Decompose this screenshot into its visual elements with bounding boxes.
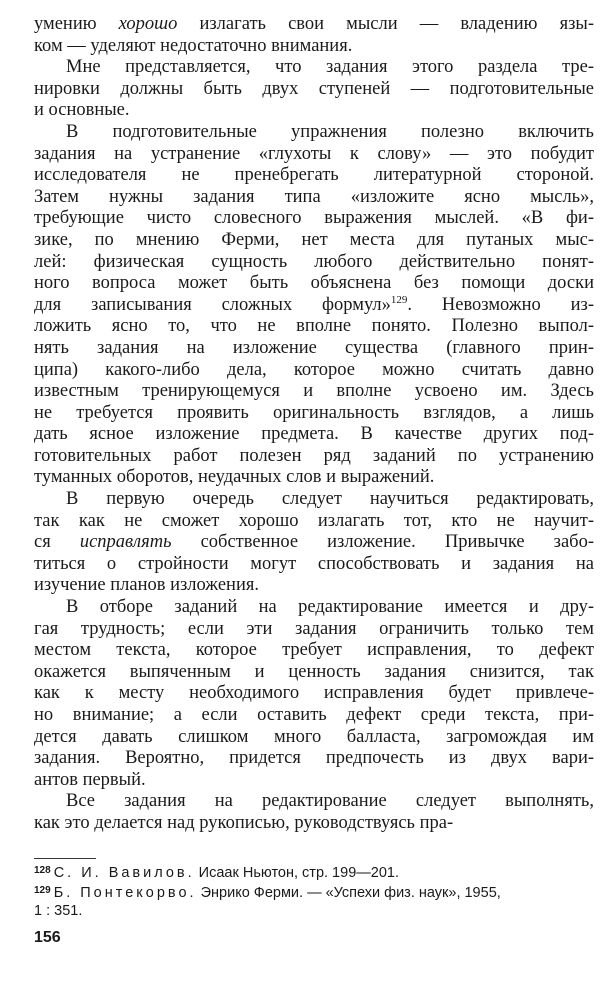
text-run: Все задания на редактирование следует выполнять,: [66, 791, 594, 812]
text-line: [34, 144, 594, 166]
text-line: [34, 748, 594, 770]
text-run: ся: [34, 532, 80, 553]
text-run: задания. Вероятно, придется предпочесть из двух вари-: [34, 748, 594, 769]
paragraph: [34, 57, 594, 122]
text-run: Затем нужны задания типа «изложите ясно мысль»,: [34, 186, 594, 207]
text-run: местом текста, которое требует исправления, то дефект: [34, 640, 594, 661]
footnotes: [34, 862, 590, 920]
text-run: излагать свои мысли — владению язы-: [177, 14, 595, 34]
text-run: В первую очередь следует научиться редактировать,: [66, 489, 594, 510]
text-run: В подготовительные упражнения полезно включить: [66, 121, 594, 142]
text-line: [34, 467, 594, 489]
page-number: 156: [34, 929, 61, 946]
emphasis-text: хорошо: [118, 14, 178, 34]
text-line: [34, 446, 594, 468]
footnote-text: Исаак Ньютон, стр. 199—201.: [194, 865, 399, 881]
text-line: [34, 727, 594, 749]
text-run: исследователя не пренебрегать литературной стороной.: [34, 165, 594, 186]
text-line: [34, 813, 594, 835]
text-line: [34, 79, 594, 101]
text-run: дется давать слишком много балласта, загромождая им: [34, 726, 594, 747]
text-line: [34, 187, 594, 209]
footnote-129-continuation: 1 : 351.: [34, 903, 83, 919]
text-line: [34, 165, 594, 187]
text-run: готовительных работ полезен ряд заданий по устранению: [34, 445, 594, 466]
text-line: [34, 597, 594, 619]
text-run: ного вопроса может быть объяснена без помощи доски: [34, 273, 594, 294]
text-line: [34, 273, 594, 295]
paragraph: [34, 597, 594, 791]
text-run: для записывания сложных формул»: [34, 294, 391, 315]
footnote-author: Б. Понтекорво.: [53, 885, 197, 901]
book-page-body: [34, 14, 594, 835]
footnote-text: Энрико Ферми. — «Успехи физ. наук», 1955,: [196, 885, 501, 901]
text-line: [34, 683, 594, 705]
text-run: гая трудность; если эти задания ограничить только тем: [34, 618, 594, 639]
text-run: как это делается над рукописью, руководствуясь пра-: [34, 812, 454, 833]
text-line: [34, 705, 594, 727]
text-run: изучение планов изложения.: [34, 575, 259, 596]
text-line: [34, 554, 594, 576]
text-run: ком — уделяют недостаточно внимания.: [34, 35, 353, 56]
text-run: окажется выпяченным и ценность задания снизится, так: [34, 661, 594, 682]
text-line: [34, 57, 594, 79]
text-run: задания на устранение «глухоты к слову» — это побудит: [34, 143, 594, 164]
text-line: [34, 100, 594, 122]
text-run: так как не сможет хорошо излагать тот, кто не научит-: [34, 510, 594, 531]
text-run: собственное изложение. Привычке забо-: [171, 532, 594, 553]
text-line: [34, 424, 594, 446]
text-run: дать ясное изложение предмета. В качестве других под-: [34, 424, 594, 445]
text-line: [34, 360, 594, 382]
text-run: ложить ясно то, что не вполне понято. Полезно выпол-: [34, 316, 594, 337]
paragraph: [34, 791, 594, 834]
footnote-number: 129: [34, 885, 51, 896]
text-line: [34, 230, 594, 252]
text-line: [34, 662, 594, 684]
text-line: [34, 791, 594, 813]
text-line: [34, 403, 594, 425]
text-run: и основные.: [34, 100, 130, 121]
text-run: требующие чисто словесного выражения мыслей. «В фи-: [34, 208, 594, 229]
text-run: Мне представляется, что задания этого раздела тре-: [66, 57, 594, 78]
text-line: [34, 14, 594, 36]
paragraph: [34, 489, 594, 597]
text-run: как к месту необходимого исправления будет привлече-: [34, 683, 594, 704]
text-line: [34, 252, 594, 274]
text-line: [34, 619, 594, 641]
text-line: [34, 208, 594, 230]
text-line: [34, 640, 594, 662]
text-run: не требуется проявить оригинальность взглядов, а лишь: [34, 402, 594, 423]
text-run: антов первый.: [34, 769, 146, 790]
paragraph: [34, 122, 594, 489]
text-line: [34, 36, 594, 58]
footnote-author: С. И. Вавилов.: [53, 865, 195, 881]
footnote-128: [34, 862, 590, 882]
text-run: В отборе заданий на редактирование имеется и дру-: [66, 597, 594, 618]
footnote-number: 128: [34, 865, 51, 876]
text-line: [34, 295, 594, 317]
footnote-reference: 129: [390, 293, 408, 306]
footnote-separator: [34, 858, 96, 859]
text-line: [34, 316, 594, 338]
text-run: зике, по мнению Ферми, нет места для путаных мыс-: [34, 229, 594, 250]
text-run: нять задания на изложение существа (главного прин-: [34, 337, 594, 358]
text-line: [34, 511, 594, 533]
footnote-129: [34, 882, 590, 902]
text-run: ципа) какого-либо дела, которое можно считать давно: [34, 359, 594, 380]
text-run: туманных оборотов, неудачных слов и выражений.: [34, 467, 435, 488]
text-line: [34, 575, 594, 597]
text-line: [34, 770, 594, 792]
text-run: лей: физическая сущность любого действительно понят-: [34, 251, 594, 272]
text-run: . Невозможно из-: [407, 294, 595, 315]
text-run: умению: [34, 14, 119, 34]
text-run: но внимание; а если оставить дефект среди текста, при-: [34, 705, 594, 725]
text-line: [34, 338, 594, 360]
paragraph: [34, 14, 594, 57]
text-run: известным тренирующемуся и вполне усвоено им. Здесь: [34, 381, 594, 402]
text-line: [34, 381, 594, 403]
text-line: [34, 532, 594, 554]
text-run: титься о стройности могут способствовать и задания на: [34, 553, 594, 574]
text-line: [34, 489, 594, 511]
text-line: [34, 122, 594, 144]
text-run: нировки должны быть двух ступеней — подготовительные: [34, 78, 594, 99]
emphasis-text: исправлять: [79, 532, 172, 553]
